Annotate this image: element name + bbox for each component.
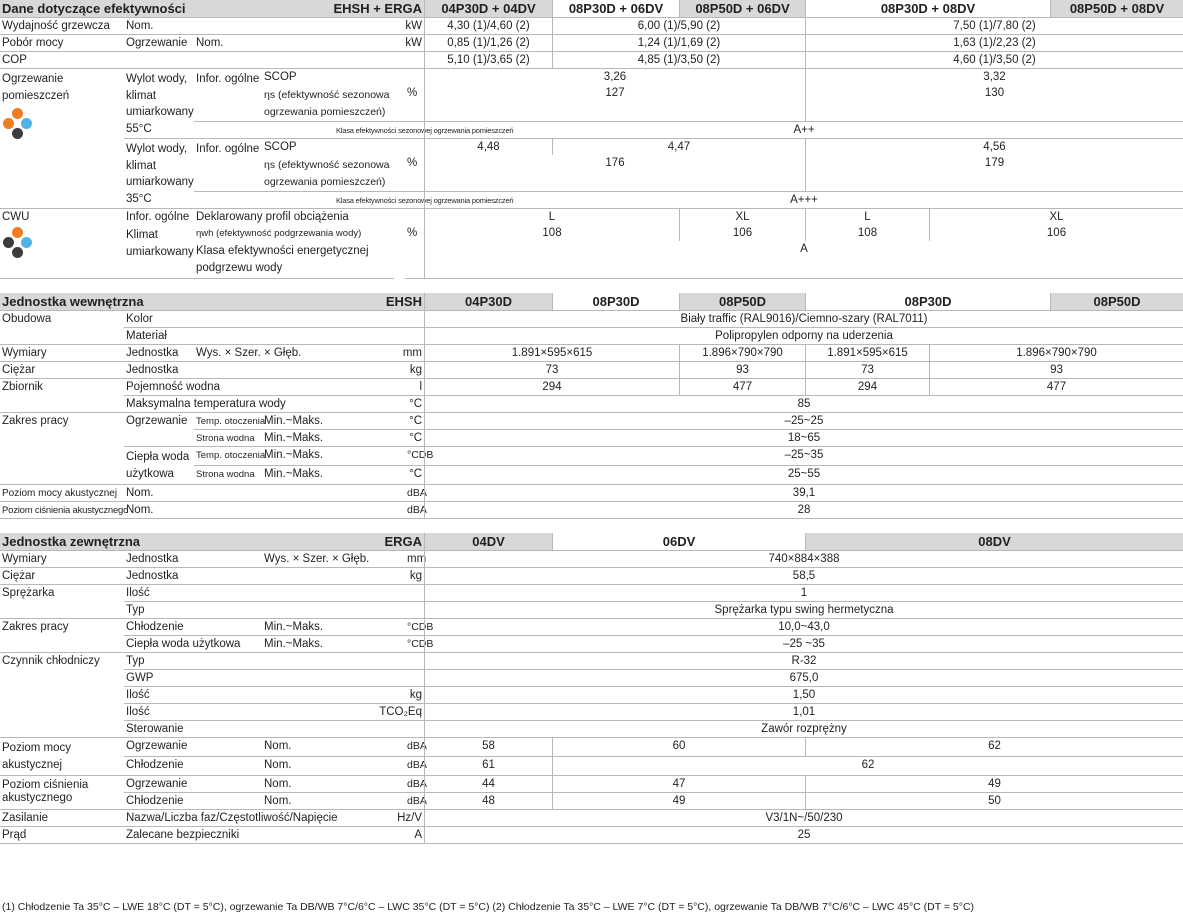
- model-header: 04P30D: [424, 293, 552, 311]
- row-sublabel: Nom.: [124, 502, 405, 519]
- ambient-temp-label: Temp. otoczenia: [196, 416, 266, 427]
- value-cell: –25 ~35: [424, 636, 1183, 653]
- row-label: Pobór mocy: [0, 35, 124, 52]
- row-sublabel: Ilość: [124, 687, 405, 704]
- value-cell: 25: [424, 827, 1183, 844]
- model-header: 04P30D + 04DV: [424, 0, 552, 18]
- model-header: 04DV: [424, 533, 552, 551]
- ambient-temp-label: Temp. otoczenia: [196, 450, 266, 461]
- unit: dBA: [405, 738, 424, 757]
- row-label: Ciężar: [0, 362, 124, 379]
- model-header: 08DV: [805, 533, 1183, 551]
- value-cell: 48: [424, 793, 552, 810]
- unit: dBA: [405, 757, 424, 776]
- value-cell: 4,56: [805, 139, 1183, 155]
- value-cell: 106: [929, 225, 1183, 241]
- row-sublabel: [194, 466, 262, 485]
- row-sublabel: Chłodzenie: [124, 757, 262, 776]
- row-sublabel: Ilość: [124, 585, 424, 602]
- value-cell: –25~35: [424, 447, 1183, 466]
- value-cell: L: [424, 209, 679, 225]
- model-header: 08P50D + 08DV: [1050, 0, 1183, 18]
- value-cell: 740×884×388: [424, 551, 1183, 568]
- footnote: (1) Chłodzenie Ta 35°C – LWE 18°C (DT = 5°C), ogrzewanie Ta DB/WB 7°C/6°C – LWC 35°C (DT = 5°C) (2) Chłodzenie Ta 35°C – LWE 7°C (DT = 5°C), ogrzewanie Ta DB/WB 7°C/6°C – LWC 45°C (DT = 5°C): [2, 901, 975, 913]
- unit: °C: [405, 430, 424, 447]
- model-header: 08P50D + 06DV: [679, 0, 805, 18]
- value-cell: 47: [552, 776, 805, 793]
- row-sublabel: Typ: [124, 653, 424, 670]
- unit: °C: [405, 396, 424, 413]
- value-cell: 6,00 (1)/5,90 (2): [552, 18, 805, 35]
- outdoor-code: ERGA: [262, 533, 424, 551]
- efficiency-combo: EHSH + ERGA: [262, 0, 424, 18]
- row-sublabel: Ciepła woda użytkowa: [124, 636, 262, 653]
- value-cell: 176: [424, 155, 805, 192]
- heating-icon-dot: [12, 108, 23, 119]
- value-cell: Polipropylen odporny na uderzenia: [424, 328, 1183, 345]
- value-cell: 294: [424, 379, 679, 396]
- value-cell: 50: [805, 793, 1183, 810]
- percent-unit: %: [407, 227, 418, 239]
- model-header: 08P30D: [805, 293, 1050, 311]
- row-sublabel: Nom.: [124, 485, 405, 502]
- row-sublabel: Nazwa/Liczba faz/Częstotliwość/Napięcie: [124, 810, 405, 827]
- empty: [405, 241, 424, 279]
- row-sublabel: Ogrzewanie: [124, 35, 194, 52]
- unit: °CDB: [405, 447, 424, 466]
- minmax-label: Min.~Maks.: [262, 430, 405, 447]
- row-sublabel: Ilość: [124, 704, 262, 721]
- value-cell: 5,10 (1)/3,65 (2): [424, 52, 552, 69]
- row-sublabel: [194, 413, 266, 430]
- outdoor-title: Jednostka zewnętrzna: [0, 533, 405, 551]
- row-label: Sprężarka: [0, 585, 124, 619]
- class-label: Klasa efektywności sezonowej ogrzewania pomieszczeń: [194, 122, 424, 139]
- value-cell: 127: [424, 85, 805, 122]
- row-label: Ciężar: [0, 568, 124, 585]
- general-info-label: Infor. ogólne: [194, 139, 262, 192]
- unit: A: [405, 827, 424, 844]
- section-gap: [0, 519, 1183, 533]
- row-sublabel: Chłodzenie: [124, 793, 262, 810]
- row-label: Zasilanie: [0, 810, 124, 827]
- unit: dBA: [405, 502, 424, 519]
- value-cell: 18~65: [424, 430, 1183, 447]
- heating-icon-dot: [3, 118, 14, 129]
- row-sublabel: Ogrzewanie: [124, 776, 262, 793]
- row-sublabel: Materiał: [124, 328, 424, 345]
- general-info-label: Infor. ogólne: [126, 211, 190, 223]
- scop-label: SCOP: [264, 141, 297, 153]
- row-sublabel: Ogrzewanie: [124, 413, 194, 447]
- row-label: Wydajność grzewcza: [0, 18, 124, 35]
- value-cell: 294: [805, 379, 929, 396]
- value-cell: 25~55: [424, 466, 1183, 485]
- model-header: 08P30D + 06DV: [552, 0, 679, 18]
- row-sublabel: Nom.: [262, 738, 405, 757]
- empty: [405, 139, 424, 155]
- percent-unit: %: [405, 155, 424, 192]
- value-cell: 1: [424, 585, 1183, 602]
- value-cell: 93: [679, 362, 805, 379]
- row-label: Czynnik chłodniczy: [0, 653, 124, 738]
- row-label: Zakres pracy: [0, 413, 124, 485]
- value-cell: –25~25: [424, 413, 1183, 430]
- row-label: Wymiary: [0, 551, 124, 568]
- unit: dBA: [405, 776, 424, 793]
- row-sublabel: Jednostka: [124, 551, 262, 568]
- unit: kW: [262, 35, 424, 52]
- water-outlet-35-label: Wylot wody, klimat umiarkowany 35°C: [124, 139, 194, 209]
- row-label: Poziom ciśnienia akustycznego: [0, 776, 124, 810]
- row-label: Poziom ciśnienia akustycznego: [0, 502, 124, 519]
- value-cell: 1,63 (1)/2,23 (2): [805, 35, 1183, 52]
- unit: dBA: [405, 793, 424, 810]
- value-cell: 4,60 (1)/3,50 (2): [805, 52, 1183, 69]
- unit: kg: [405, 568, 424, 585]
- value-cell: 1,24 (1)/1,69 (2): [552, 35, 805, 52]
- model-header: 08P50D: [679, 293, 805, 311]
- value-cell: 73: [424, 362, 679, 379]
- minmax-label: Min.~Maks.: [262, 413, 405, 430]
- heating-icon-dot: [21, 118, 32, 129]
- row-sublabel: Wys. × Szer. × Głęb.: [194, 345, 405, 362]
- value-cell: 3,26: [424, 69, 805, 85]
- row-sublabel: Jednostka: [124, 568, 405, 585]
- unit: kg: [405, 362, 424, 379]
- value-cell: 1.891×595×615: [805, 345, 929, 362]
- value-cell: 58,5: [424, 568, 1183, 585]
- value-cell: Biały traffic (RAL9016)/Ciemno-szary (RAL7011): [424, 311, 1183, 328]
- efficiency-title: Dane dotyczące efektywności: [0, 0, 405, 18]
- value-cell: 7,50 (1)/7,80 (2): [805, 18, 1183, 35]
- row-sublabel: [194, 447, 266, 466]
- empty: [405, 69, 424, 85]
- row-sublabel: Chłodzenie: [124, 619, 262, 636]
- row-sublabel: Nom.: [194, 35, 262, 52]
- unit: mm: [262, 345, 424, 362]
- value-cell: 62: [552, 757, 1183, 776]
- row-sublabel: Jednostka: [124, 345, 194, 362]
- class-label: Klasa efektywności sezonowej ogrzewania pomieszczeń: [194, 192, 424, 209]
- value-cell: 61: [424, 757, 552, 776]
- dhw-icon-dot: [3, 237, 14, 248]
- row-sublabel: Ogrzewanie: [124, 738, 262, 757]
- value-cell: 39,1: [424, 485, 1183, 502]
- row-label: Poziom mocy akustycznej: [0, 738, 124, 776]
- value-cell: 1.891×595×615: [424, 345, 679, 362]
- value-cell: 477: [929, 379, 1183, 396]
- row-sublabel: Jednostka: [124, 362, 405, 379]
- value-cell: L: [805, 209, 929, 225]
- minmax-label: Min.~Maks.: [262, 466, 405, 485]
- row-sublabel: Kolor: [124, 311, 424, 328]
- value-cell: 108: [805, 225, 929, 241]
- unit: Hz/V: [262, 810, 424, 827]
- value-cell: 85: [424, 396, 1183, 413]
- value-cell: 62: [805, 738, 1183, 757]
- eta-wh-label: ηwh (efektywność podgrzewania wody): [196, 228, 362, 239]
- unit: °CDB: [405, 619, 424, 636]
- eta-s-label: ηs (efektywność sezonowa ogrzewania pomieszczeń): [262, 85, 405, 122]
- row-sublabel: Sterowanie: [124, 721, 424, 738]
- value-cell: 28: [424, 502, 1183, 519]
- value-cell: V3/1N~/50/230: [424, 810, 1183, 827]
- value-cell: 4,85 (1)/3,50 (2): [552, 52, 805, 69]
- value-cell: 3,32: [805, 69, 1183, 85]
- climate-label: Klimat umiarkowany: [124, 225, 194, 279]
- value-cell: 49: [805, 776, 1183, 793]
- value-cell: 73: [805, 362, 929, 379]
- row-sublabel: Pojemność wodna: [124, 379, 405, 396]
- unit: °C: [405, 413, 424, 430]
- value-cell: 49: [552, 793, 805, 810]
- value-cell: 1.896×790×790: [679, 345, 805, 362]
- minmax-label: Min.~Maks.: [262, 447, 405, 466]
- unit: °CDB: [405, 636, 424, 653]
- value-cell: 130: [805, 85, 1183, 122]
- value-cell: 4,30 (1)/4,60 (2): [424, 18, 552, 35]
- value-cell: 106: [679, 225, 805, 241]
- value-cell: 108: [424, 225, 679, 241]
- row-label: Poziom mocy akustycznej: [0, 485, 124, 502]
- row-sublabel: Nom.: [262, 776, 405, 793]
- row-label: Obudowa: [0, 311, 124, 345]
- space-heating-label: Ogrzewanie pomieszczeń: [2, 73, 70, 102]
- indoor-code: EHSH: [262, 293, 424, 311]
- row-sublabel: [194, 430, 262, 447]
- unit: l: [405, 379, 424, 396]
- dhw-icon: [2, 227, 34, 261]
- value-cell: A: [424, 241, 1183, 279]
- row-sublabel: Nom.: [124, 18, 262, 35]
- load-profile-label: Deklarowany profil obciążenia: [196, 211, 349, 223]
- dhw-icon-dot: [12, 247, 23, 258]
- unit: kW: [262, 18, 424, 35]
- value-cell: Zawór rozprężny: [424, 721, 1183, 738]
- value-cell: 1,01: [424, 704, 1183, 721]
- unit: kg: [405, 687, 424, 704]
- value-cell: R-32: [424, 653, 1183, 670]
- dhw-cell: [0, 209, 124, 279]
- space-heating-cell: [0, 69, 124, 209]
- row-sublabel: Typ: [124, 602, 424, 619]
- row-label: Zakres pracy: [0, 619, 124, 653]
- dhw-icon-dot: [21, 237, 32, 248]
- dhw-class-label: Klasa efektywności energetycznej podgrzewu wody: [194, 241, 394, 279]
- row-sublabel: Ciepła woda użytkowa: [124, 447, 194, 485]
- water-outlet-55-label: Wylot wody, klimat umiarkowany 55°C: [124, 69, 194, 139]
- dhw-icon-dot: [12, 227, 23, 238]
- unit: mm: [405, 551, 424, 568]
- value-cell: 93: [929, 362, 1183, 379]
- row-label: Zbiornik: [0, 379, 124, 413]
- model-header: 08P50D: [1050, 293, 1183, 311]
- general-info-label: Infor. ogólne: [194, 69, 262, 122]
- value-cell: 44: [424, 776, 552, 793]
- value-cell: 4,47: [552, 139, 805, 155]
- model-header: 08P30D + 08DV: [805, 0, 1050, 18]
- value-cell: A+++: [424, 192, 1183, 209]
- water-side-label: Strona wodna: [196, 469, 255, 480]
- value-cell: XL: [929, 209, 1183, 225]
- unit: dBA: [405, 485, 424, 502]
- row-sublabel: GWP: [124, 670, 424, 687]
- row-sublabel: Nom.: [262, 757, 405, 776]
- row-sublabel: Nom.: [262, 793, 405, 810]
- unit: TCO₂Eq: [262, 704, 424, 721]
- scop-label: SCOP: [264, 71, 297, 83]
- row-sublabel: Maksymalna temperatura wody: [124, 396, 405, 413]
- row-sublabel: Wys. × Szer. × Głęb.: [262, 551, 405, 568]
- value-cell: 10,0~43,0: [424, 619, 1183, 636]
- value-cell: 1,50: [424, 687, 1183, 704]
- value-cell: XL: [679, 209, 805, 225]
- value-cell: 179: [805, 155, 1183, 192]
- row-label: Wymiary: [0, 345, 124, 362]
- row-label: COP: [0, 52, 424, 69]
- value-cell: 4,48: [424, 139, 552, 155]
- value-cell: 675,0: [424, 670, 1183, 687]
- value-cell: 60: [552, 738, 805, 757]
- heating-icon: [2, 108, 34, 142]
- unit: °C: [405, 466, 424, 485]
- value-cell: 477: [679, 379, 805, 396]
- indoor-title: Jednostka wewnętrzna: [0, 293, 405, 311]
- value-cell: A++: [424, 122, 1183, 139]
- model-header: 06DV: [552, 533, 805, 551]
- section-gap: [0, 279, 1183, 293]
- value-cell: 0,85 (1)/1,26 (2): [424, 35, 552, 52]
- percent-unit: %: [405, 85, 424, 122]
- model-header: 08P30D: [552, 293, 679, 311]
- value-cell: 1.896×790×790: [929, 345, 1183, 362]
- value-cell: 58: [424, 738, 552, 757]
- row-sublabel: Zalecane bezpieczniki: [124, 827, 405, 844]
- eta-s-label: ηs (efektywność sezonowa ogrzewania pomieszczeń): [262, 155, 405, 192]
- minmax-label: Min.~Maks.: [262, 619, 405, 636]
- row-label: Prąd: [0, 827, 124, 844]
- heating-icon-dot: [12, 128, 23, 139]
- value-cell: Sprężarka typu swing hermetyczna: [424, 602, 1183, 619]
- water-side-label: Strona wodna: [196, 433, 255, 444]
- dhw-label: CWU: [2, 211, 30, 223]
- minmax-label: Min.~Maks.: [262, 636, 405, 653]
